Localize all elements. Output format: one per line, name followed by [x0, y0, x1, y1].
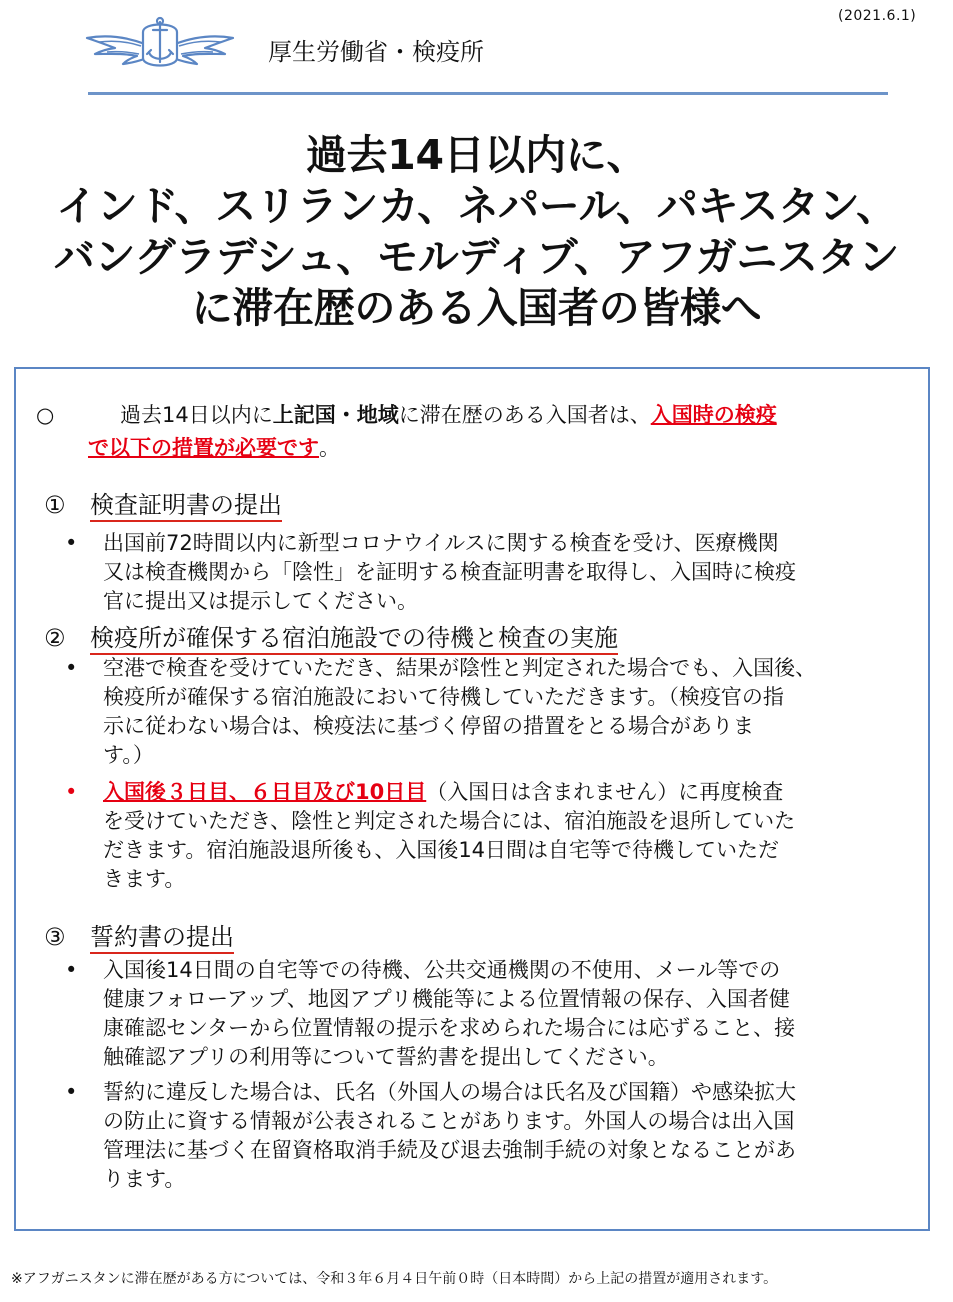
- bullet-line: 管理法に基づく在留資格取消手続及び退去強制手続の対象となることがあ: [103, 1138, 796, 1162]
- section-title: 検疫所が確保する宿泊施設での待機と検査の実施: [90, 624, 618, 655]
- intro-emphasis: 入国時の検疫: [650, 403, 777, 427]
- bullet-line: 康確認センターから位置情報の提示を求められた場合には応ずること、接: [103, 1016, 796, 1040]
- footnote: ※アフガニスタンに滞在歴がある方については、令和３年６月４日午前０時（日本時間）から上記の措置が適用されます。: [11, 1271, 778, 1287]
- retest-days-emphasis: 入国後３日目、６日目及び10日目: [103, 780, 427, 804]
- intro-emphasis: で以下の措置が必要です: [88, 436, 319, 460]
- header-divider: [88, 92, 888, 95]
- page-title: [0, 131, 953, 335]
- ministry-name: 厚生労働省・検疫所: [268, 38, 484, 66]
- quarantine-emblem-icon: [85, 12, 235, 74]
- bullet-icon: •: [65, 780, 78, 804]
- bullet-text: （入国日は含まれません）に再度検査: [426, 780, 784, 804]
- section-title: 誓約書の提出: [90, 923, 234, 954]
- bullet-line: ります。: [103, 1167, 186, 1191]
- bullet-line: 入国後14日間の自宅等での待機、公共交通機関の不使用、メール等での: [103, 958, 781, 982]
- section-heading-3: [44, 917, 234, 952]
- bullet-line: す。）: [103, 743, 154, 767]
- bullet-icon: •: [65, 531, 78, 555]
- bullet-icon: •: [65, 656, 78, 680]
- date-label: (2021.6.1): [838, 8, 917, 24]
- intro-text: に滞在歴のある入国者は、: [398, 403, 651, 427]
- bullet-line: 又は検査機関から「陰性」を証明する検査証明書を取得し、入国時に検疫: [103, 560, 796, 584]
- intro-bold-countries: 上記国・地域: [272, 403, 399, 427]
- bullet-line: の防止に資する情報が公表されることがあります。外国人の場合は出入国: [103, 1109, 795, 1133]
- bullet-line: きます。: [103, 867, 186, 891]
- section-number: ②: [44, 624, 66, 652]
- bullet-line: 出国前72時間以内に新型コロナウイルスに関する検査を受け、医療機関: [103, 531, 779, 555]
- section-heading-1: [44, 485, 282, 520]
- bullet-line: を受けていただき、陰性と判定された場合には、宿泊施設を退所していた: [103, 809, 796, 833]
- bullet-line: 空港で検査を受けていただき、結果が陰性と判定された場合でも、入国後、: [103, 656, 817, 680]
- bullet-line: 健康フォローアップ、地図アプリ機能等による位置情報の保存、入国者健: [103, 987, 790, 1011]
- title-line: インド、スリランカ、ネパール、パキスタン、: [56, 182, 897, 230]
- intro-text: 。: [319, 436, 340, 460]
- title-line: バングラデシュ、モルディブ、アフガニスタン: [53, 233, 900, 281]
- bullet-line: 示に従わない場合は、検疫法に基づく停留の措置をとる場合がありま: [103, 714, 754, 738]
- bullet-line: 誓約に違反した場合は、氏名（外国人の場合は氏名及び国籍）や感染拡大: [103, 1080, 796, 1104]
- section-heading-2: [44, 618, 618, 653]
- section-number: ③: [44, 923, 66, 951]
- title-line: 過去14日以内に、: [305, 131, 648, 179]
- bullet-icon: •: [65, 958, 78, 982]
- section-number: ①: [44, 491, 66, 519]
- circle-bullet-icon: ○: [36, 403, 55, 427]
- title-line: に滞在歴のある入国者の皆様へ: [191, 284, 762, 332]
- bullet-line: 検疫所が確保する宿泊施設において待機していただきます。（検疫官の指: [103, 685, 784, 709]
- bullet-line: 官に提出又は提示してください。: [103, 589, 418, 613]
- intro-text: 過去14日以内に: [120, 403, 273, 427]
- bullet-line: だきます。宿泊施設退所後も、入国後14日間は自宅等で待機していただ: [103, 838, 780, 862]
- section-title: 検査証明書の提出: [90, 491, 282, 522]
- bullet-icon: •: [65, 1080, 78, 1104]
- bullet-line: 触確認アプリの利用等について誓約書を提出してください。: [103, 1045, 669, 1069]
